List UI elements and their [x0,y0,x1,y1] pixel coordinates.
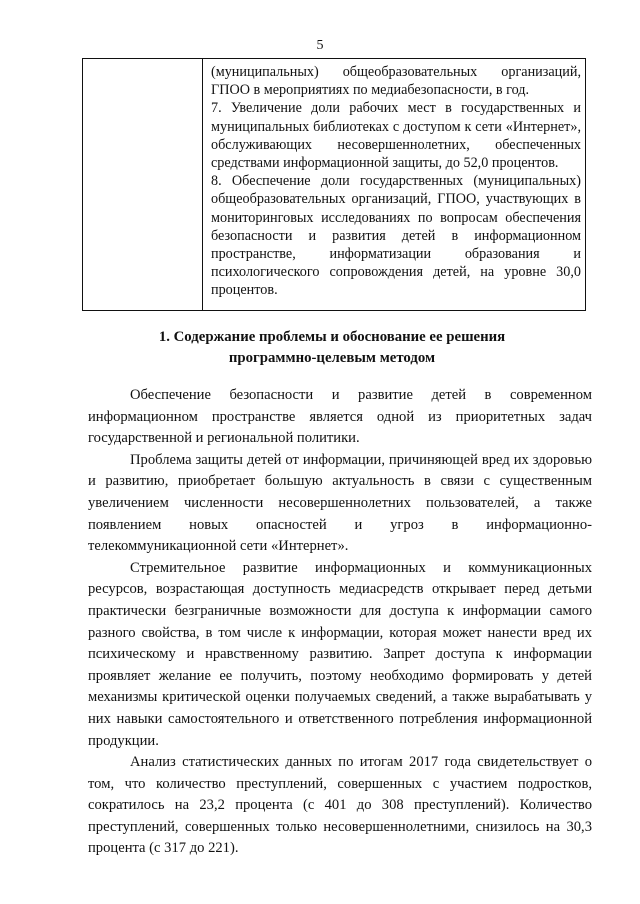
section-heading-line: 1. Содержание проблемы и обоснование ее решения [158,329,506,345]
section-body [88,385,592,860]
body-paragraph: Стремительное развитие информационных и коммуникационных ресурсов, возрастающая доступность медиасредств открывает перед детьми практически безграничные возможности для доступа к информации самого разного свойства, в том числе к информации, которая может нанести вред их психическому и нравственному развитию. Запрет доступа к информации проявляет желание ее получить, поэтому необходимо формировать у детей механизмы критической оценки получаемых сведений, а также вырабатывать у них навыки самостоятельного и ответственного потребления информационной продукции. [88,559,592,749]
body-paragraph: Проблема защиты детей от информации, причиняющей вред их здоровью и развитию, приобретает большую актуальность в связи с существенным увеличением численности несовершеннолетних пользователей, а также появлением новых опасностей и угроз в информационно-телекоммуникационной сети «Интернет». [88,451,592,555]
table-cell-text [211,63,581,300]
table-row [83,59,586,311]
section-heading [80,327,584,369]
table-cell-paragraph: 8. Обеспечение доли государственных (муниципальных) общеобразовательных организаций, ГПОО, участвующих в мониторинговых исследованиях по вопросам обеспечения безопасности и развития детей в информационном пространстве, информатизации образования и психологического сопровождения детей, на уровне 30,0 процентов. [211,173,581,299]
continued-table [82,58,586,311]
page-number: 5 [316,38,324,53]
table-cell-right [203,59,586,311]
table-cell-left [83,59,203,311]
section-heading-line: программно-целевым методом [228,350,436,366]
table-cell-paragraph: 7. Увеличение доли рабочих мест в государственных и муниципальных библиотеках с доступом к сети «Интернет», обслуживающих несовершеннолетних, обеспеченных средствами информационной защиты, до 52,0 процентов. [211,100,581,172]
body-paragraph: Обеспечение безопасности и развитие детей в современном информационном пространстве является одной из приоритетных задач государственной и региональной политики. [88,387,592,447]
body-paragraph: Анализ статистических данных по итогам 2017 года свидетельствует о том, что количество преступлений, совершенных с участием подростков, сократилось на 23,2 процента (с 401 до 308 преступлений). Количество преступлений, совершенных только несовершеннолетними, снизилось на 30,3 процента (с 317 до 221). [88,754,592,857]
table-cell-paragraph: (муниципальных) общеобразовательных организаций, ГПОО в мероприятиях по медиабезопасности, в год. [211,64,581,99]
